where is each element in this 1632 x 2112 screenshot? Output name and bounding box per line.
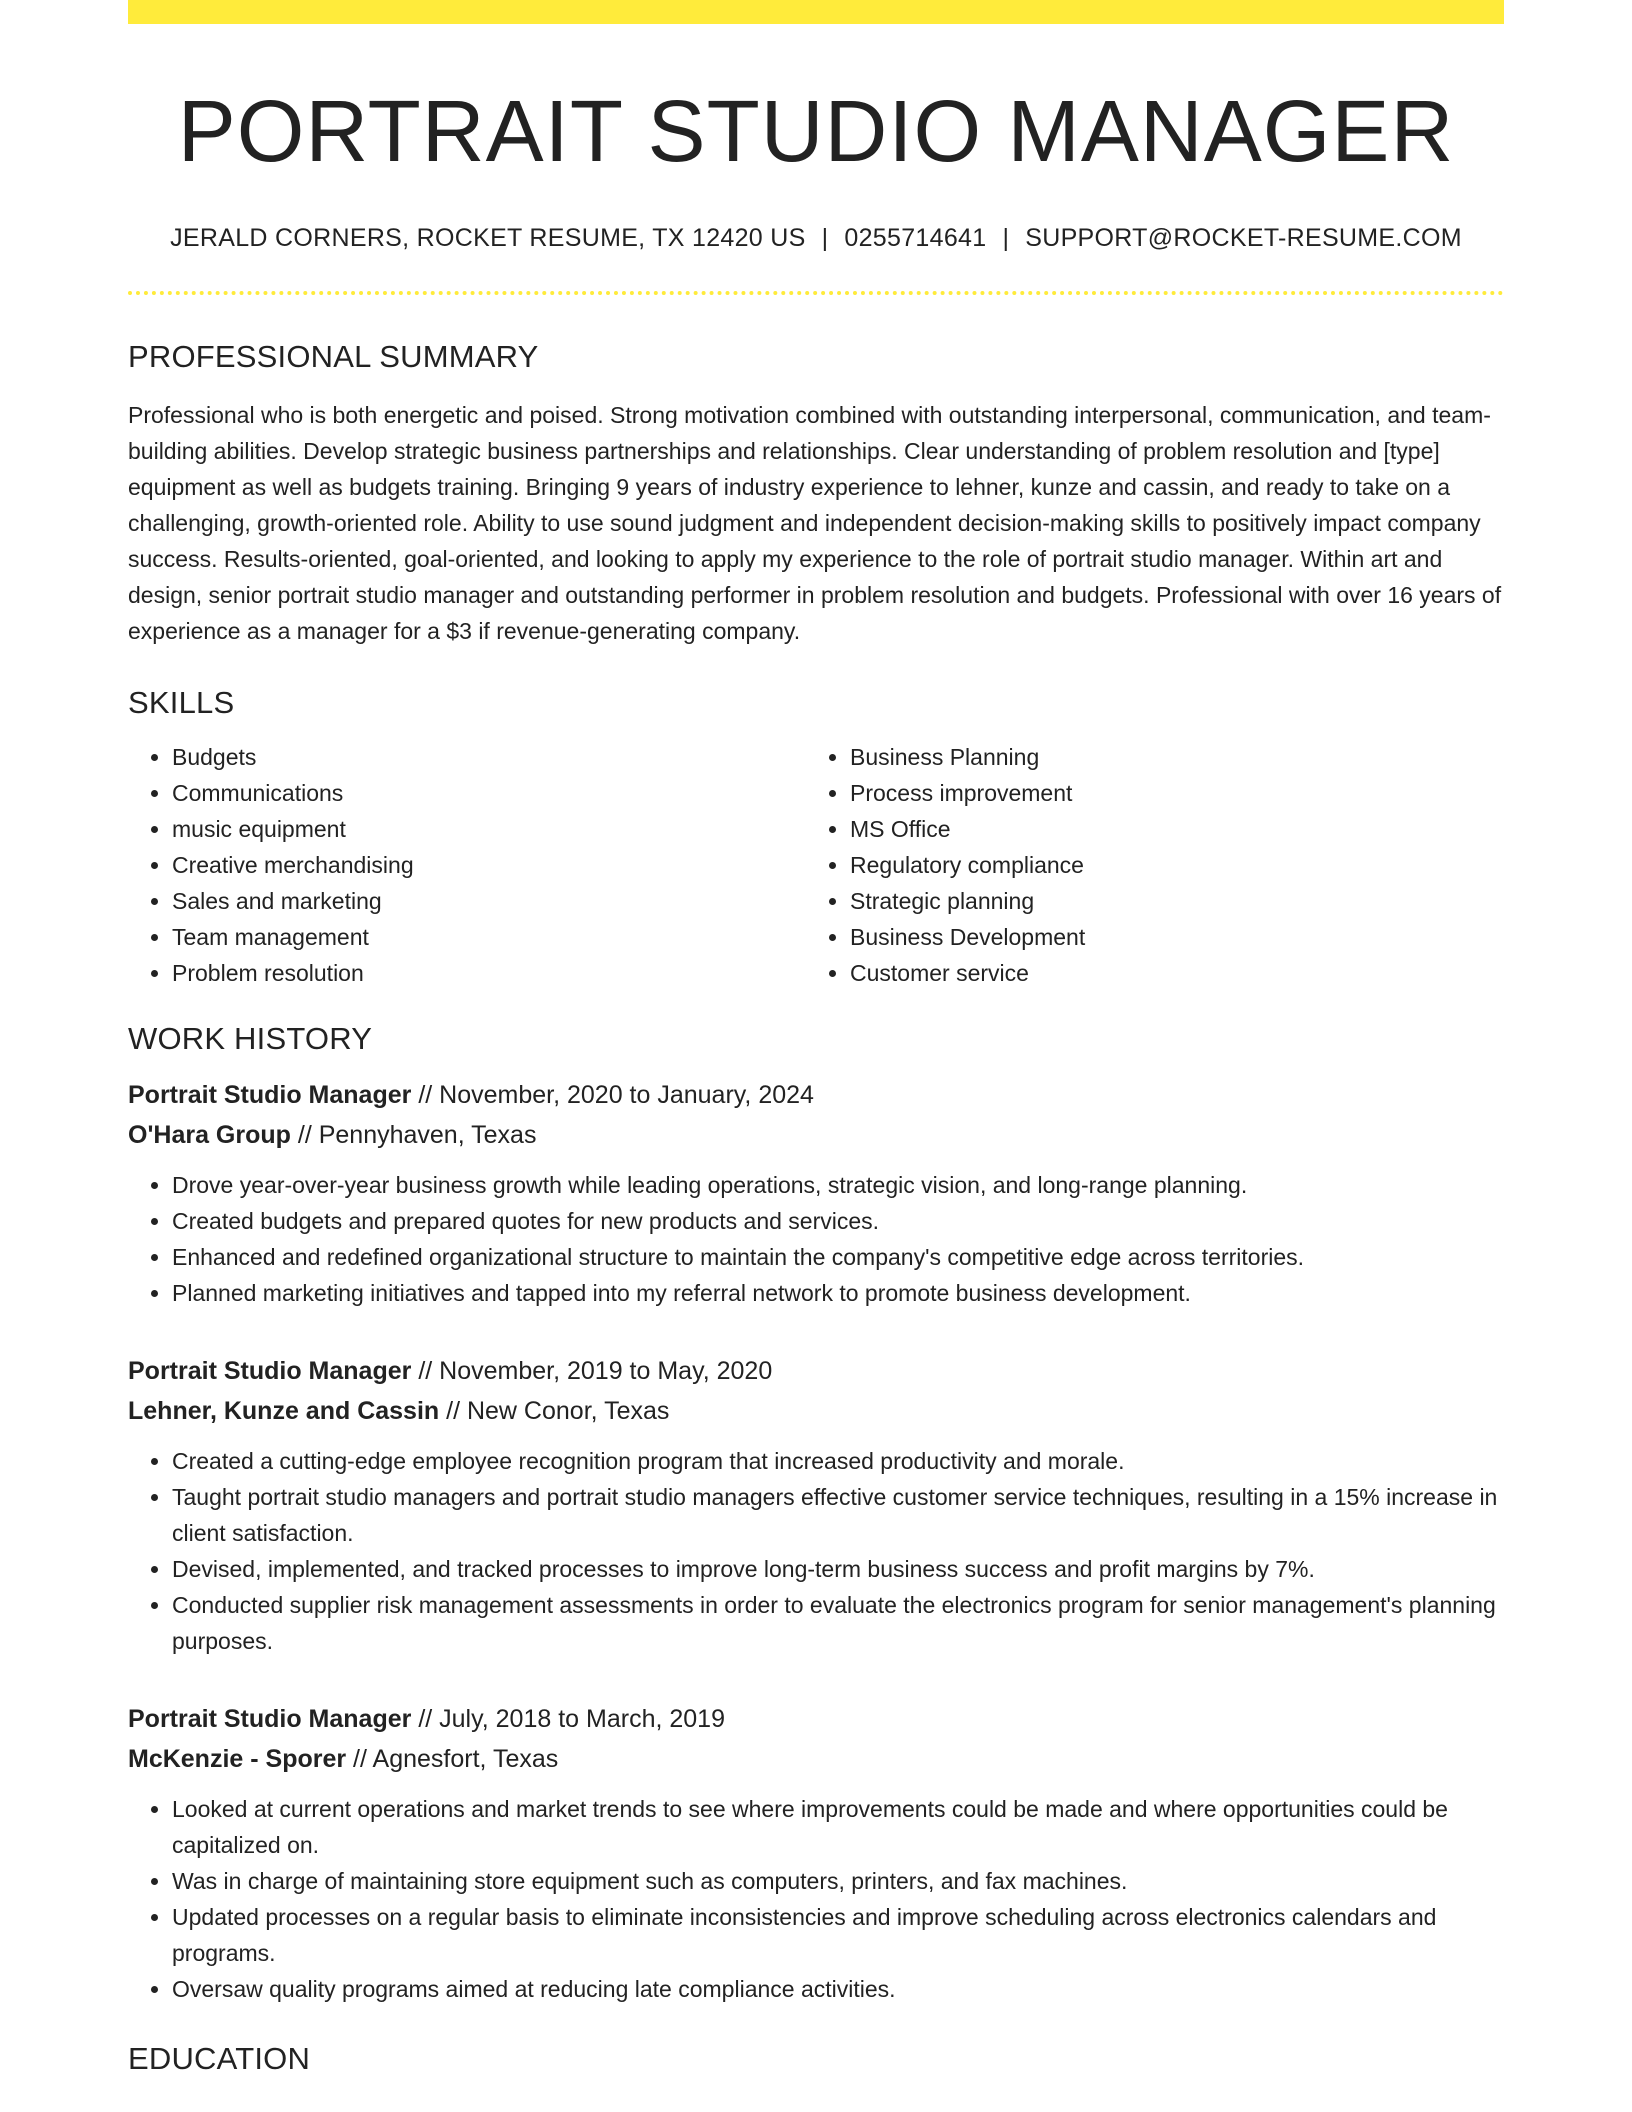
contact-address: JERALD CORNERS, ROCKET RESUME, TX 12420 US <box>170 223 806 252</box>
skill-item: • Team management <box>172 919 806 955</box>
job-bullet: • Taught portrait studio managers and portrait studio managers effective customer service techniques, resulting in a 15% increase in client satisfaction. <box>172 1479 1504 1551</box>
job-dates: // November, 2020 to January, 2024 <box>411 1080 814 1109</box>
job-bullet: • Created budgets and prepared quotes for new products and services. <box>172 1203 1504 1239</box>
accent-top-bar <box>128 0 1504 24</box>
job-company-line <box>128 1391 1504 1431</box>
summary-heading: PROFESSIONAL SUMMARY <box>128 338 539 374</box>
contact-email[interactable]: SUPPORT@ROCKET-RESUME.COM <box>1025 223 1462 252</box>
job-title-line <box>128 1351 1504 1391</box>
skill-item: • Budgets <box>172 739 806 775</box>
job-dates: // November, 2019 to May, 2020 <box>411 1356 773 1385</box>
education-heading: EDUCATION <box>128 2040 311 2076</box>
skill-item: • Sales and marketing <box>172 883 806 919</box>
contact-separator: | <box>1002 223 1010 252</box>
skill-item: • Problem resolution <box>172 955 806 991</box>
work-history-list <box>128 1075 1504 2007</box>
job-location: // New Conor, Texas <box>439 1396 670 1425</box>
summary-text: Professional who is both energetic and poised. Strong motivation combined with outstanding interpersonal, communication, and team-building abilities. Develop strategic business partnerships and relationships. Clear understanding of problem resolution and [type] equipment as well as budgets training. Bringing 9 years of industry experience to lehner, kunze and cassin, and ready to take on a challenging, growth-oriented role. Ability to use sound judgment and independent decision-making skills to positively impact company success. Results-oriented, goal-oriented, and looking to apply my experience to the role of portrait studio manager. Within art and design, senior portrait studio manager and outstanding performer in problem resolution and budgets. Professional with over 16 years of experience as a manager for a $3 if revenue-generating company. <box>128 401 1502 644</box>
job-bullets <box>128 1791 1504 2007</box>
skill-item: • Customer service <box>850 955 1484 991</box>
job-role: Portrait Studio Manager <box>128 1080 412 1109</box>
job-company-line <box>128 1739 1504 1779</box>
skills-heading: SKILLS <box>128 684 235 720</box>
work-history-heading: WORK HISTORY <box>128 1020 373 1056</box>
job-bullet: • Looked at current operations and market trends to see where improvements could be made and where opportunities could be capitalized on. <box>172 1791 1504 1863</box>
job-company: Lehner, Kunze and Cassin <box>128 1396 440 1425</box>
job-dates: // July, 2018 to March, 2019 <box>411 1704 725 1733</box>
job-bullets <box>128 1167 1504 1311</box>
skill-item: • Process improvement <box>850 775 1484 811</box>
skill-item: • Regulatory compliance <box>850 847 1484 883</box>
skills-list <box>128 739 1504 991</box>
job-company: O'Hara Group <box>128 1120 291 1149</box>
skill-item: • MS Office <box>850 811 1484 847</box>
job-role: Portrait Studio Manager <box>128 1356 412 1385</box>
job-entry <box>128 1699 1504 2007</box>
resume-page <box>128 0 1504 2112</box>
skill-item: • Communications <box>172 775 806 811</box>
job-role: Portrait Studio Manager <box>128 1704 412 1733</box>
skill-item: • Strategic planning <box>850 883 1484 919</box>
skill-item: • Creative merchandising <box>172 847 806 883</box>
job-bullet: • Drove year-over-year business growth while leading operations, strategic vision, and long-range planning. <box>172 1167 1504 1203</box>
job-bullet: • Created a cutting-edge employee recognition program that increased productivity and morale. <box>172 1443 1504 1479</box>
skill-item: • Business Planning <box>850 739 1484 775</box>
contact-separator: | <box>821 223 829 252</box>
job-title-line <box>128 1075 1504 1115</box>
job-location: // Pennyhaven, Texas <box>290 1120 537 1149</box>
job-bullet: • Planned marketing initiatives and tapped into my referral network to promote business development. <box>172 1275 1504 1311</box>
skill-item: • Business Development <box>850 919 1484 955</box>
job-bullet: • Conducted supplier risk management assessments in order to evaluate the electronics program for senior management's planning purposes. <box>172 1587 1504 1659</box>
job-title-line <box>128 1699 1504 1739</box>
contact-line <box>128 224 1504 253</box>
job-bullet: • Updated processes on a regular basis to eliminate inconsistencies and improve scheduling across electronics calendars and programs. <box>172 1899 1504 1971</box>
job-company: McKenzie - Sporer <box>128 1744 347 1773</box>
job-bullet: • Devised, implemented, and tracked processes to improve long-term business success and profit margins by 7%. <box>172 1551 1504 1587</box>
job-location: // Agnesfort, Texas <box>346 1744 559 1773</box>
job-company-line <box>128 1115 1504 1155</box>
job-bullet: • Oversaw quality programs aimed at reducing late compliance activities. <box>172 1971 1504 2007</box>
dotted-divider <box>128 291 1504 295</box>
skills-column-left <box>128 739 806 991</box>
job-bullets <box>128 1443 1504 1659</box>
job-entry <box>128 1075 1504 1311</box>
skills-column-right <box>806 739 1484 991</box>
job-bullet: • Was in charge of maintaining store equipment such as computers, printers, and fax machines. <box>172 1863 1504 1899</box>
job-entry <box>128 1351 1504 1659</box>
contact-phone: 0255714641 <box>844 223 987 252</box>
job-bullet: • Enhanced and redefined organizational structure to maintain the company's competitive edge across territories. <box>172 1239 1504 1275</box>
skill-item: • music equipment <box>172 811 806 847</box>
resume-title: PORTRAIT STUDIO MANAGER <box>177 83 1455 180</box>
